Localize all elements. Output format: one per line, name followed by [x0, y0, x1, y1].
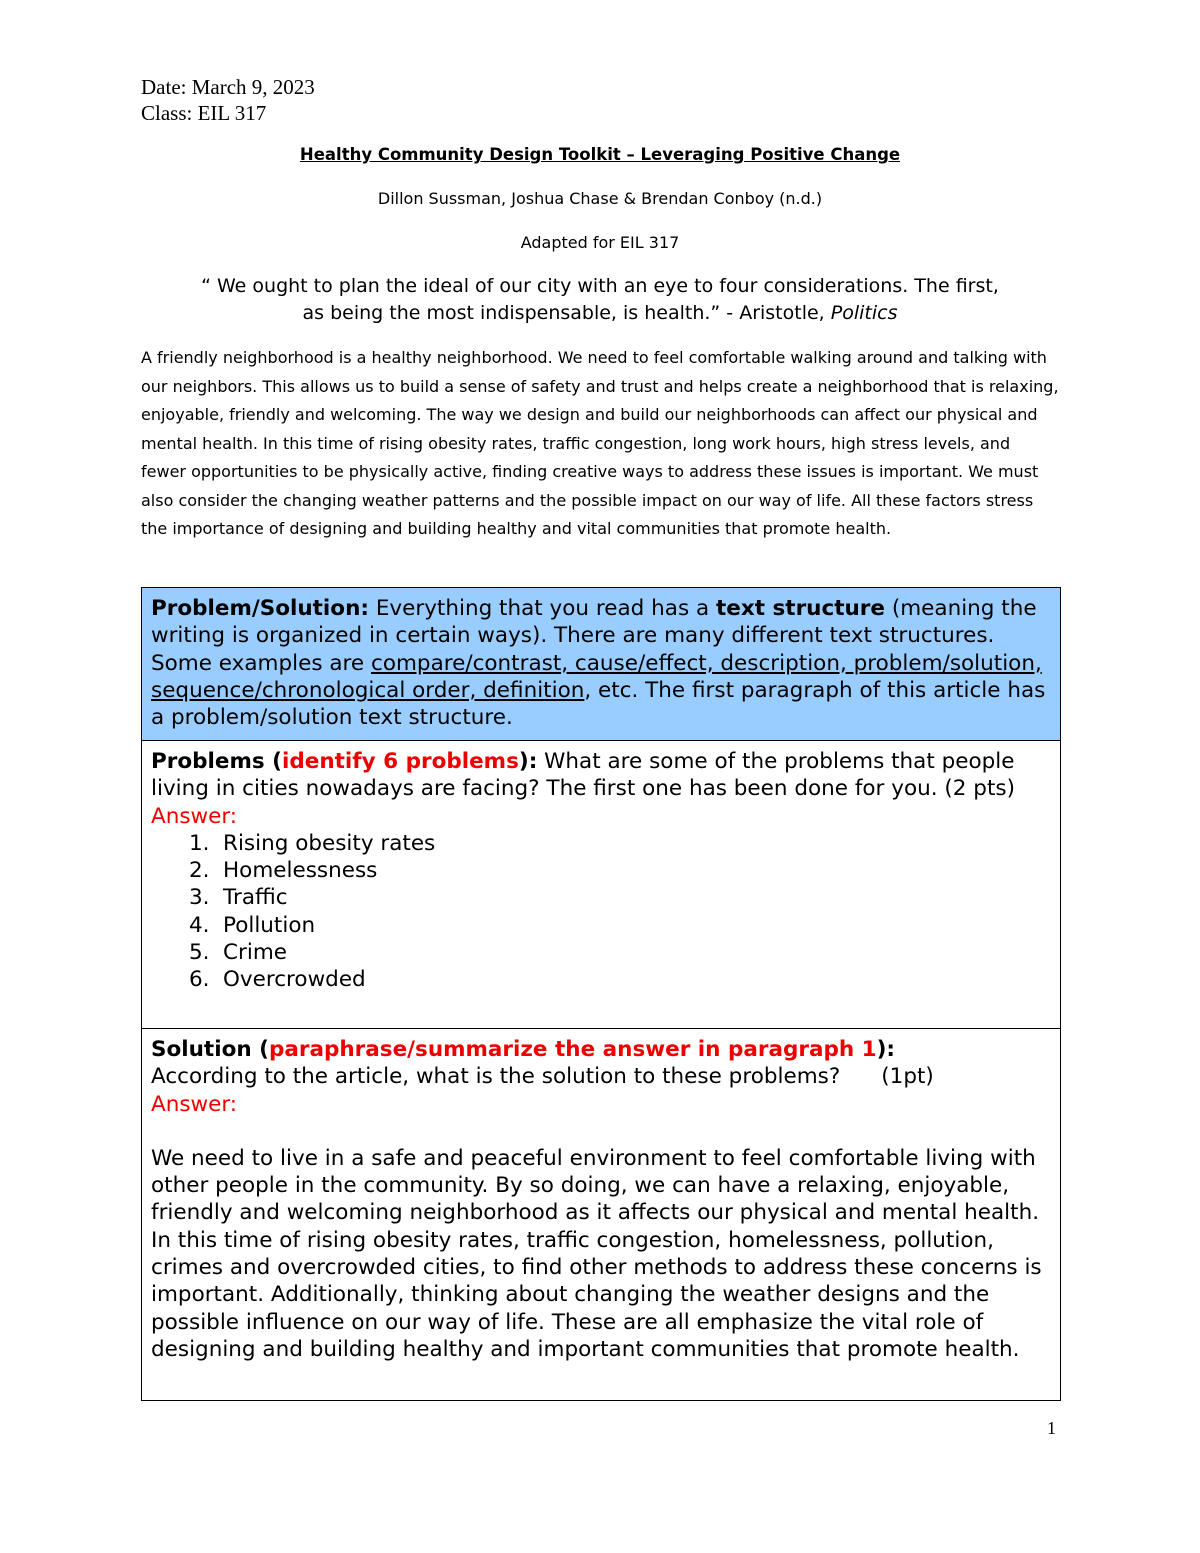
- class-line: Class: EIL 317: [141, 101, 267, 125]
- spacer: [151, 1118, 1051, 1145]
- solution-answer-label: Answer:: [151, 1091, 238, 1117]
- problems-label-end: ):: [518, 749, 538, 774]
- problems-label: Problems (: [151, 749, 282, 774]
- list-item-text: Pollution: [223, 912, 316, 938]
- problem-solution-label: Problem/Solution:: [151, 596, 369, 621]
- list-item-text: Overcrowded: [223, 967, 366, 993]
- problems-prompt: [151, 748, 1051, 803]
- list-item: [189, 884, 1051, 911]
- solution-label: Solution (: [151, 1037, 269, 1062]
- problems-box: [141, 740, 1061, 1029]
- solution-instruction: paraphrase/summarize the answer in paragraph 1: [268, 1037, 877, 1062]
- ps-bold-term: text structure: [716, 596, 885, 621]
- problems-answer-label: Answer:: [151, 803, 238, 829]
- list-item-number: 3.: [189, 885, 210, 911]
- aristotle-quote: [141, 273, 1059, 327]
- solution-answer: We need to live in a safe and peaceful environment to feel comfortable living with other people in the community. By so doing, we can have a relaxing, enjoyable, friendly and welcoming neighborhood as it affects our physical and mental health. In this time of rising obesity rates, traffic congestion, homelessness, pollution, crimes and overcrowded cities, to find other methods to address these concerns is important. Additionally, thinking about changing the weather designs and the possible influence on our way of life. These are all emphasize the vital role of designing and building healthy and important communities that promote health.: [151, 1145, 1042, 1362]
- list-item-text: Traffic: [223, 885, 288, 911]
- problems-instruction: identify 6 problems: [281, 749, 519, 774]
- problems-question: What are some of the problems that people living in cities nowadays are facing? The first one has been done for you. (2 pts): [151, 749, 1015, 802]
- intro-paragraph: A friendly neighborhood is a healthy neighborhood. We need to feel comfortable walking around and talking with our neighbors. This allows us to build a sense of safety and trust and helps create a neighborhood that is relaxing, enjoyable, friendly and welcoming. The way we design and build our neighborhoods can affect our physical and mental health. In this time of rising obesity rates, traffic congestion, long work hours, high stress levels, and fewer opportunities to be physically active, finding creative ways to address these issues is important. We must also consider the changing weather patterns and the possible impact on our way of life. All these factors stress the importance of designing and building healthy and vital communities that promote health.: [141, 348, 1059, 538]
- quote-line-2-text: as being the most indispensable, is health.” - Aristotle,: [302, 302, 831, 324]
- list-item-text: Crime: [223, 940, 287, 966]
- solution-box: [141, 1028, 1061, 1401]
- solution-prompt: [151, 1036, 1051, 1063]
- date-line: Date: March 9, 2023: [141, 75, 315, 99]
- ps-text-2: (meaning the writing is organized in certain ways). There are many different text structures. Some examples are: [151, 596, 1037, 676]
- quote-line-1: “ We ought to plan the ideal of our city with an eye to four considerations. The first,: [201, 275, 999, 297]
- solution-question: According to the article, what is the solution to these problems? (1pt): [151, 1064, 934, 1090]
- page-number: 1: [1047, 1418, 1056, 1438]
- ps-examples: compare/contrast, cause/effect, description, problem/solution, sequence/chronological order, definition: [151, 650, 1042, 703]
- list-item-number: 4.: [189, 912, 210, 938]
- document-title: Healthy Community Design Toolkit – Leveraging Positive Change: [299, 145, 901, 164]
- problems-answer-list: [151, 830, 1051, 994]
- list-item: [189, 830, 1051, 857]
- ps-text-1: Everything that you read has a: [368, 596, 716, 621]
- list-item-number: 6.: [189, 967, 210, 993]
- list-item-text: Homelessness: [223, 858, 378, 884]
- list-item-number: 1.: [189, 830, 210, 856]
- adapted-line: Adapted for EIL 317: [520, 233, 680, 252]
- authors-line: Dillon Sussman, Joshua Chase & Brendan Conboy (n.d.): [377, 189, 823, 208]
- quote-source: Politics: [830, 302, 898, 324]
- list-item: [189, 939, 1051, 966]
- list-item-text: Rising obesity rates: [223, 830, 436, 856]
- list-item-number: 5.: [189, 940, 210, 966]
- ps-text-3: , etc. The first paragraph of this article has a problem/solution text structure.: [151, 677, 1046, 731]
- problem-solution-box: [141, 587, 1061, 741]
- list-item-number: 2.: [189, 858, 210, 884]
- solution-label-end: ):: [876, 1037, 896, 1062]
- list-item: [189, 966, 1051, 993]
- list-item: [189, 912, 1051, 939]
- list-item: [189, 857, 1051, 884]
- quote-line-2: [141, 300, 1059, 327]
